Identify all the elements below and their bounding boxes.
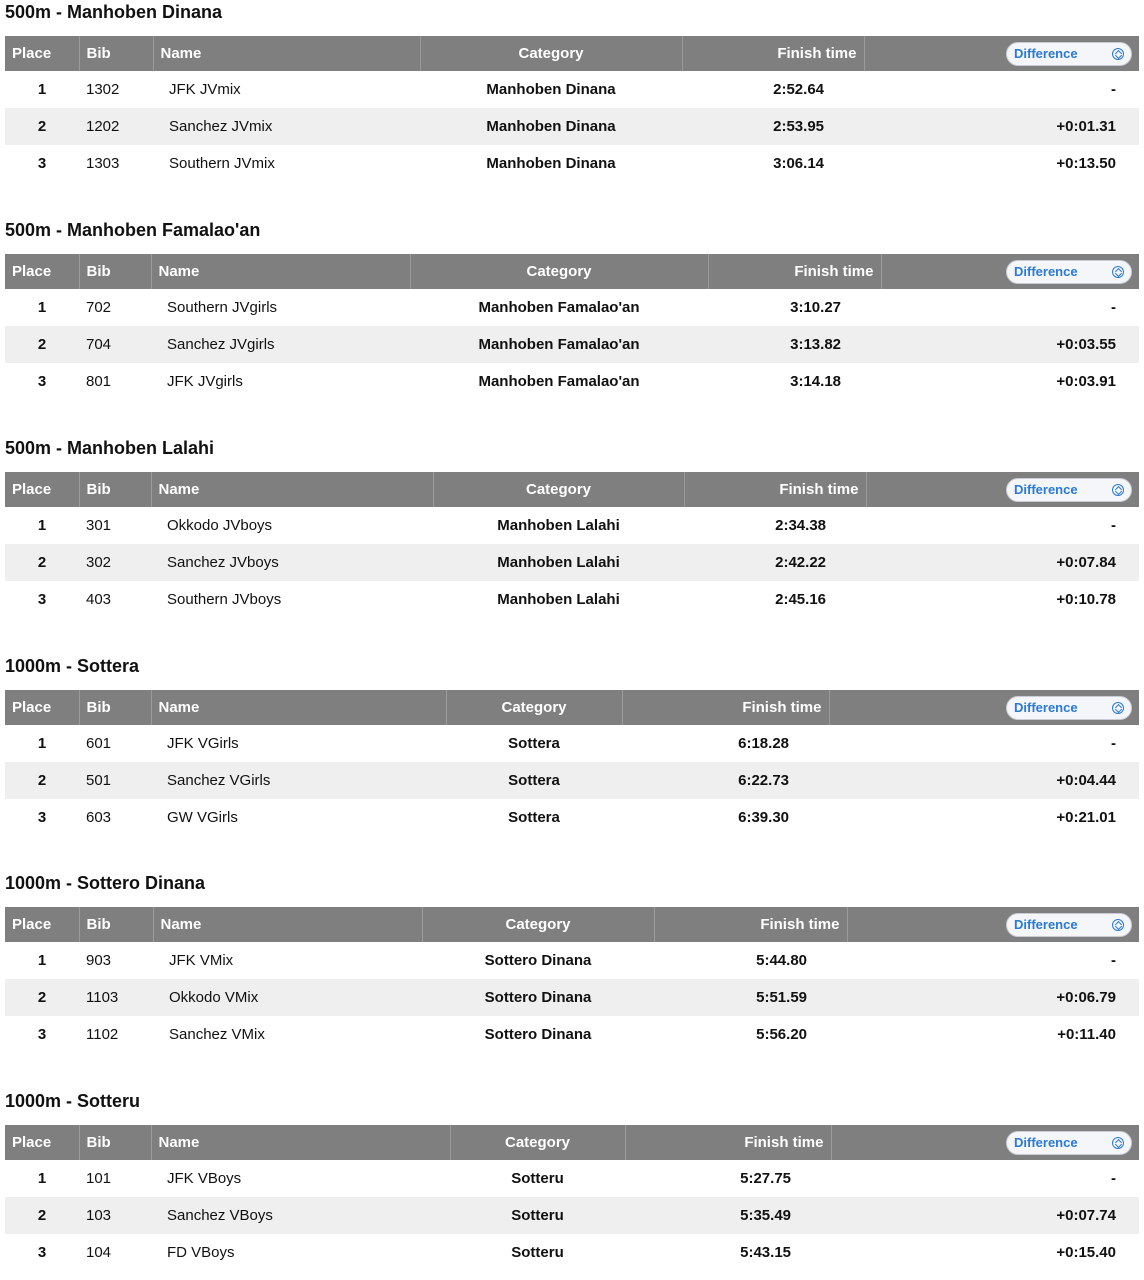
cell-bib: 1202 — [86, 118, 120, 135]
cell-category: Sottero Dinana — [484, 952, 592, 969]
difference-select[interactable] — [1006, 478, 1132, 502]
cell-bib: 104 — [86, 1244, 112, 1261]
difference-select[interactable] — [1006, 1131, 1132, 1155]
cell-bib: 1302 — [86, 81, 120, 98]
column-header-bib[interactable]: Bib — [79, 907, 153, 942]
cell-name: FD VBoys — [167, 1244, 235, 1261]
column-header-finish-time[interactable]: Finish time — [682, 36, 864, 71]
results-table — [5, 36, 1139, 182]
column-header-bib[interactable]: Bib — [79, 36, 153, 71]
column-header-finish-time[interactable]: Finish time — [625, 1125, 831, 1160]
difference-select-label: Difference — [1014, 263, 1078, 279]
table-row — [5, 581, 1139, 618]
section-title: 500m - Manhoben Dinana — [5, 2, 223, 22]
table-row — [5, 544, 1139, 581]
cell-place: 1 — [37, 1170, 47, 1187]
chevron-up-down-icon — [1112, 702, 1124, 714]
table-row — [5, 108, 1139, 145]
cell-category: Sotteru — [511, 1244, 564, 1261]
cell-place: 1 — [37, 299, 47, 316]
table-row — [5, 762, 1139, 799]
cell-category: Sottera — [508, 735, 560, 752]
cell-bib: 603 — [86, 809, 112, 826]
cell-diff: - — [1111, 517, 1116, 534]
cell-name: Sanchez JVboys — [167, 554, 279, 571]
results-table — [5, 254, 1139, 400]
results-section — [0, 654, 1144, 844]
cell-category: Manhoben Dinana — [486, 81, 616, 98]
results-table — [5, 1125, 1139, 1271]
cell-bib: 704 — [86, 336, 112, 353]
column-header-category[interactable]: Category — [450, 1125, 625, 1160]
chevron-up-down-icon — [1112, 48, 1124, 60]
cell-name: JFK VGirls — [167, 735, 239, 752]
column-header-bib[interactable]: Bib — [79, 254, 151, 289]
column-header-difference — [864, 36, 1139, 71]
cell-time: 6:39.30 — [738, 809, 789, 826]
column-header-name[interactable]: Name — [151, 1125, 450, 1160]
cell-diff: - — [1111, 1170, 1116, 1187]
column-header-place[interactable]: Place — [5, 254, 79, 289]
cell-category: Manhoben Famalao'an — [478, 373, 640, 390]
column-header-place[interactable]: Place — [5, 907, 79, 942]
cell-place: 1 — [37, 952, 47, 969]
section-title: 1000m - Sotteru — [5, 1091, 141, 1111]
table-header-row — [5, 472, 1139, 507]
results-section — [0, 871, 1144, 1061]
table-row — [5, 145, 1139, 182]
table-row — [5, 725, 1139, 762]
cell-time: 2:34.38 — [775, 517, 826, 534]
cell-diff: +0:07.74 — [1056, 1207, 1116, 1224]
cell-place: 1 — [37, 517, 47, 534]
column-header-name[interactable]: Name — [151, 472, 433, 507]
cell-time: 3:14.18 — [790, 373, 841, 390]
cell-place: 3 — [37, 809, 47, 826]
cell-time: 3:06.14 — [773, 155, 824, 172]
cell-diff: +0:03.91 — [1056, 373, 1116, 390]
cell-category: Manhoben Lalahi — [497, 591, 620, 608]
table-header-row — [5, 1125, 1139, 1160]
table-row — [5, 1016, 1139, 1053]
chevron-up-down-icon — [1112, 1137, 1124, 1149]
cell-name: Southern JVmix — [169, 155, 275, 172]
cell-diff: +0:13.50 — [1056, 155, 1116, 172]
cell-diff: - — [1111, 952, 1116, 969]
cell-category: Manhoben Famalao'an — [478, 299, 640, 316]
table-row — [5, 1234, 1139, 1271]
column-header-name[interactable]: Name — [151, 690, 446, 725]
column-header-place[interactable]: Place — [5, 36, 79, 71]
table-row — [5, 363, 1139, 400]
results-table — [5, 907, 1139, 1053]
cell-bib: 801 — [86, 373, 112, 390]
cell-name: JFK VBoys — [167, 1170, 242, 1187]
cell-time: 6:22.73 — [738, 772, 789, 789]
difference-select[interactable] — [1006, 696, 1132, 720]
cell-name: Okkodo JVboys — [167, 517, 273, 534]
results-table — [5, 472, 1139, 618]
column-header-bib[interactable]: Bib — [79, 690, 151, 725]
cell-bib: 1303 — [86, 155, 120, 172]
table-header-row — [5, 36, 1139, 71]
difference-select-label: Difference — [1014, 699, 1078, 715]
table-row — [5, 942, 1139, 979]
column-header-place[interactable]: Place — [5, 1125, 79, 1160]
difference-select[interactable] — [1006, 260, 1132, 284]
cell-place: 1 — [37, 735, 47, 752]
cell-diff: - — [1111, 299, 1116, 316]
column-header-category[interactable]: Category — [410, 254, 708, 289]
cell-place: 2 — [37, 772, 47, 789]
column-header-difference — [831, 1125, 1139, 1160]
cell-bib: 903 — [86, 952, 112, 969]
column-header-name[interactable]: Name — [153, 36, 420, 71]
column-header-name[interactable]: Name — [153, 907, 422, 942]
table-row — [5, 1160, 1139, 1197]
cell-bib: 702 — [86, 299, 112, 316]
column-header-difference — [866, 472, 1139, 507]
cell-place: 3 — [37, 591, 47, 608]
cell-place: 2 — [37, 336, 47, 353]
cell-time: 5:35.49 — [740, 1207, 791, 1224]
cell-diff: +0:03.55 — [1056, 336, 1116, 353]
cell-name: Southern JVboys — [167, 591, 282, 608]
cell-place: 2 — [37, 1207, 47, 1224]
difference-select-label: Difference — [1014, 45, 1078, 61]
cell-name: Okkodo VMix — [169, 989, 259, 1006]
cell-bib: 1103 — [86, 989, 119, 1006]
chevron-up-down-icon — [1112, 266, 1124, 278]
cell-time: 5:51.59 — [756, 989, 807, 1006]
cell-name: Sanchez VGirls — [167, 772, 271, 789]
cell-time: 2:42.22 — [775, 554, 826, 571]
cell-name: Sanchez VBoys — [167, 1207, 273, 1224]
cell-time: 5:27.75 — [740, 1170, 791, 1187]
cell-bib: 501 — [86, 772, 112, 789]
cell-diff: +0:01.31 — [1056, 118, 1116, 135]
cell-name: JFK JVmix — [169, 81, 241, 98]
chevron-up-down-icon — [1112, 919, 1124, 931]
section-title: 1000m - Sottero Dinana — [5, 873, 206, 893]
column-header-name[interactable]: Name — [151, 254, 410, 289]
section-title: 500m - Manhoben Lalahi — [5, 438, 215, 458]
difference-select[interactable] — [1006, 42, 1132, 66]
column-header-finish-time[interactable]: Finish time — [684, 472, 866, 507]
cell-diff: +0:07.84 — [1056, 554, 1116, 571]
table-row — [5, 799, 1139, 836]
cell-category: Sottero Dinana — [484, 1026, 592, 1043]
cell-bib: 1102 — [86, 1026, 119, 1043]
difference-select[interactable] — [1006, 913, 1132, 937]
cell-place: 3 — [37, 155, 47, 172]
difference-select-label: Difference — [1014, 916, 1078, 932]
column-header-category[interactable]: Category — [420, 36, 682, 71]
cell-category: Manhoben Dinana — [486, 118, 616, 135]
cell-name: JFK JVgirls — [167, 373, 243, 390]
table-row — [5, 289, 1139, 326]
column-header-difference — [881, 254, 1139, 289]
cell-time: 2:52.64 — [773, 81, 824, 98]
table-row — [5, 71, 1139, 108]
cell-place: 3 — [37, 1244, 47, 1261]
cell-place: 3 — [37, 373, 47, 390]
cell-category: Sottera — [508, 809, 560, 826]
cell-category: Manhoben Lalahi — [497, 554, 620, 571]
cell-time: 5:56.20 — [756, 1026, 807, 1043]
cell-name: GW VGirls — [167, 809, 238, 826]
table-row — [5, 507, 1139, 544]
chevron-up-down-icon — [1112, 484, 1124, 496]
table-header-row — [5, 690, 1139, 725]
column-header-finish-time[interactable]: Finish time — [708, 254, 881, 289]
cell-time: 6:18.28 — [738, 735, 789, 752]
cell-time: 2:45.16 — [775, 591, 826, 608]
section-title: 500m - Manhoben Famalao'an — [5, 220, 261, 240]
table-row — [5, 979, 1139, 1016]
cell-diff: - — [1111, 735, 1116, 752]
column-header-place[interactable]: Place — [5, 472, 79, 507]
section-title: 1000m - Sottera — [5, 656, 140, 676]
cell-category: Manhoben Dinana — [486, 155, 616, 172]
cell-category: Sottero Dinana — [484, 989, 592, 1006]
table-row — [5, 1197, 1139, 1234]
cell-diff: - — [1111, 81, 1116, 98]
column-header-difference — [847, 907, 1139, 942]
column-header-category[interactable]: Category — [446, 690, 622, 725]
cell-place: 2 — [37, 989, 47, 1006]
cell-bib: 601 — [86, 735, 112, 752]
difference-select-label: Difference — [1014, 481, 1078, 497]
cell-time: 5:43.15 — [740, 1244, 791, 1261]
column-header-category[interactable]: Category — [422, 907, 654, 942]
results-section — [0, 0, 1144, 190]
cell-bib: 301 — [86, 517, 112, 534]
cell-diff: +0:06.79 — [1056, 989, 1116, 1006]
column-header-bib[interactable]: Bib — [79, 1125, 151, 1160]
results-section — [0, 218, 1144, 408]
cell-time: 3:10.27 — [790, 299, 841, 316]
cell-diff: +0:21.01 — [1056, 809, 1116, 826]
table-header-row — [5, 254, 1139, 289]
cell-name: Sanchez VMix — [169, 1026, 265, 1043]
cell-category: Manhoben Lalahi — [497, 517, 620, 534]
cell-bib: 103 — [86, 1207, 112, 1224]
cell-category: Manhoben Famalao'an — [478, 336, 640, 353]
cell-bib: 101 — [86, 1170, 112, 1187]
cell-place: 3 — [37, 1026, 47, 1043]
column-header-bib[interactable]: Bib — [79, 472, 151, 507]
cell-bib: 403 — [86, 591, 112, 608]
cell-name: Sanchez JVgirls — [167, 336, 275, 353]
cell-time: 5:44.80 — [756, 952, 807, 969]
cell-place: 2 — [37, 118, 47, 135]
results-section — [0, 1089, 1144, 1279]
cell-diff: +0:10.78 — [1056, 591, 1116, 608]
cell-category: Sotteru — [511, 1207, 564, 1224]
cell-diff: +0:15.40 — [1056, 1244, 1116, 1261]
results-table — [5, 690, 1139, 836]
cell-category: Sotteru — [511, 1170, 564, 1187]
cell-diff: +0:11.40 — [1057, 1026, 1116, 1043]
cell-diff: +0:04.44 — [1056, 772, 1116, 789]
cell-place: 2 — [37, 554, 47, 571]
results-section — [0, 436, 1144, 626]
cell-time: 3:13.82 — [790, 336, 841, 353]
column-header-finish-time[interactable]: Finish time — [622, 690, 829, 725]
column-header-finish-time[interactable]: Finish time — [654, 907, 847, 942]
column-header-difference — [829, 690, 1139, 725]
table-header-row — [5, 907, 1139, 942]
cell-name: Sanchez JVmix — [169, 118, 273, 135]
cell-place: 1 — [37, 81, 47, 98]
cell-category: Sottera — [508, 772, 560, 789]
cell-bib: 302 — [86, 554, 112, 571]
difference-select-label: Difference — [1014, 1134, 1078, 1150]
cell-name: JFK VMix — [169, 952, 234, 969]
table-row — [5, 326, 1139, 363]
cell-time: 2:53.95 — [773, 118, 824, 135]
column-header-place[interactable]: Place — [5, 690, 79, 725]
column-header-category[interactable]: Category — [433, 472, 684, 507]
cell-name: Southern JVgirls — [167, 299, 278, 316]
